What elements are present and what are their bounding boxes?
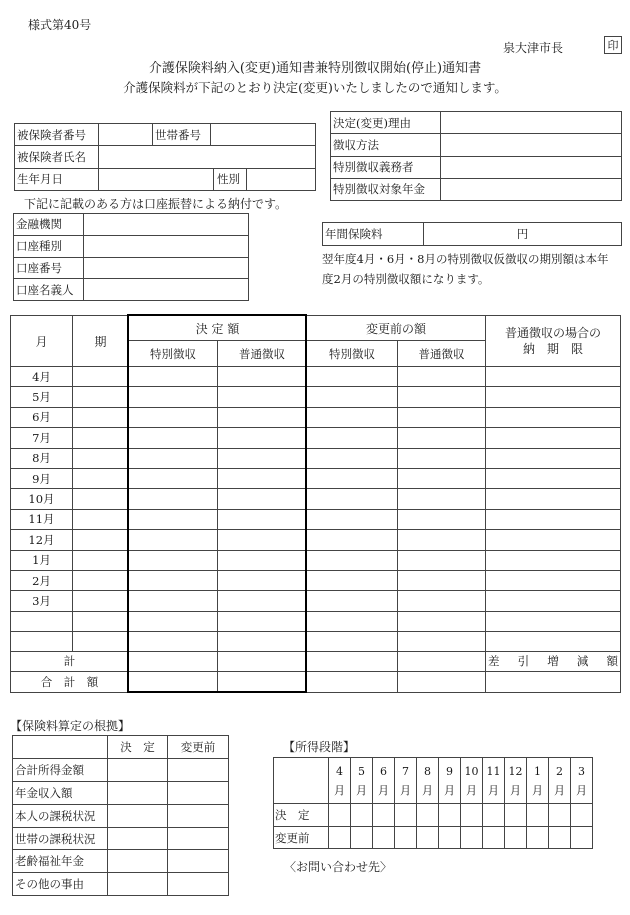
income-before-cell (373, 826, 395, 849)
due-date-cell (486, 631, 621, 651)
calc-decided-cell (108, 873, 168, 896)
before-ordinary-cell (398, 591, 486, 611)
annual-premium-label: 年間保険料 (323, 223, 424, 246)
term-cell (73, 550, 129, 570)
income-month-char: 月 (356, 783, 367, 797)
insured-name-label: 被保険者氏名 (15, 146, 99, 168)
decision-reason-label: 決定(変更)理由 (331, 112, 441, 134)
decided-special-cell (129, 367, 218, 387)
income-month-header (329, 758, 351, 804)
before-ordinary-cell (398, 489, 486, 509)
account-holder-value (84, 279, 249, 301)
household-number-value (211, 124, 316, 146)
before-special-cell (307, 428, 398, 448)
income-month-number: 3 (578, 764, 585, 778)
income-decided-cell (461, 804, 483, 827)
month-label: 4月 (11, 367, 73, 387)
income-month-char: 月 (334, 783, 345, 797)
decided-special-cell (129, 387, 218, 407)
decided-ordinary-header: 普通徴収 (218, 341, 307, 367)
income-before-cell (439, 826, 461, 849)
income-before-cell (527, 826, 549, 849)
before-ordinary-cell (398, 509, 486, 529)
account-number-label: 口座番号 (14, 257, 84, 279)
calc-before-col-header: 変更前 (168, 736, 229, 759)
decided-ordinary-cell (218, 367, 307, 387)
term-cell (73, 428, 129, 448)
annual-premium-table (322, 222, 622, 246)
household-number-label: 世帯番号 (153, 124, 211, 146)
due-date-cell (486, 489, 621, 509)
month-label: 9月 (11, 468, 73, 488)
decided-ordinary-cell (218, 631, 307, 651)
decided-ordinary-cell (218, 570, 307, 590)
contact-info-label: 〈お問い合わせ先〉 (284, 860, 393, 874)
decided-ordinary-cell (218, 489, 307, 509)
income-before-cell (571, 826, 593, 849)
due-date-cell (486, 407, 621, 427)
before-ordinary-cell (398, 387, 486, 407)
calc-before-cell (168, 758, 229, 781)
income-decided-cell (373, 804, 395, 827)
month-label: 7月 (11, 428, 73, 448)
grand-total-before-special-cell (307, 671, 398, 692)
bank-label: 金融機関 (14, 214, 84, 236)
insured-number-value (99, 124, 153, 146)
term-cell (73, 387, 129, 407)
account-holder-label: 口座名義人 (14, 279, 84, 301)
decided-ordinary-cell (218, 530, 307, 550)
calc-before-cell (168, 781, 229, 804)
before-ordinary-cell (398, 448, 486, 468)
grand-total-decided-special-cell (129, 671, 218, 692)
income-month-number: 11 (486, 764, 501, 778)
before-ordinary-cell (398, 530, 486, 550)
decided-ordinary-cell (218, 428, 307, 448)
decision-reason-value (441, 112, 622, 134)
income-month-number: 8 (424, 764, 431, 778)
month-label: 3月 (11, 591, 73, 611)
total-decided-special-cell (129, 651, 218, 671)
income-level-corner-cell (274, 758, 329, 804)
before-ordinary-cell (398, 611, 486, 631)
income-before-cell (395, 826, 417, 849)
calc-decided-cell (108, 758, 168, 781)
before-special-cell (307, 489, 398, 509)
annual-premium-value: 円 (424, 223, 622, 246)
before-special-cell (307, 570, 398, 590)
form-title: 介護保険料納入(変更)通知書兼特別徴収開始(停止)通知書 (148, 61, 482, 76)
decided-special-cell (129, 530, 218, 550)
provisional-note-line1: 翌年度4月・6月・8月の特別徴収仮徴収の期別額は本年 (322, 252, 609, 266)
income-month-number: 2 (556, 764, 563, 778)
account-transfer-note: 下記に記載のある方は口座振替による納付です。 (24, 197, 288, 211)
calc-basis-table (12, 735, 229, 896)
income-before-cell (417, 826, 439, 849)
decided-special-cell (129, 489, 218, 509)
due-date-header-line1: 普通徴収の場合の (505, 326, 602, 340)
decided-ordinary-cell (218, 591, 307, 611)
target-pension-label: 特別徴収対象年金 (331, 178, 441, 200)
decided-special-cell (129, 631, 218, 651)
before-special-cell (307, 387, 398, 407)
before-special-cell (307, 550, 398, 570)
before-special-cell (307, 509, 398, 529)
before-special-cell (307, 448, 398, 468)
term-cell (73, 489, 129, 509)
calc-before-cell (168, 804, 229, 827)
mayor-title: 泉大津市長 (503, 41, 564, 55)
difference-value-cell (486, 671, 621, 692)
calc-row-label: 世帯の課税状況 (13, 827, 108, 850)
income-month-number: 4 (336, 764, 343, 778)
decision-table (330, 111, 622, 201)
month-label: 10月 (11, 489, 73, 509)
decided-special-cell (129, 550, 218, 570)
decided-special-header: 特別徴収 (129, 341, 218, 367)
income-month-header (505, 758, 527, 804)
income-decided-cell (571, 804, 593, 827)
due-date-cell (486, 428, 621, 448)
month-label (11, 631, 73, 651)
collection-method-value (441, 134, 622, 156)
month-label: 11月 (11, 509, 73, 529)
due-date-header-line2: 納 期 限 (523, 342, 584, 356)
calc-row-label: 本人の課税状況 (13, 804, 108, 827)
income-decided-cell (351, 804, 373, 827)
income-decided-cell (329, 804, 351, 827)
term-cell (73, 611, 129, 631)
income-decided-cell (439, 804, 461, 827)
before-change-header: 変更前の額 (307, 316, 486, 341)
income-month-header (549, 758, 571, 804)
income-month-header (373, 758, 395, 804)
income-decided-cell (505, 804, 527, 827)
income-before-cell (549, 826, 571, 849)
income-month-number: 1 (534, 764, 541, 778)
income-before-cell (461, 826, 483, 849)
month-label: 1月 (11, 550, 73, 570)
income-month-char: 月 (378, 783, 389, 797)
due-date-cell (486, 570, 621, 590)
due-date-cell (486, 509, 621, 529)
decided-amount-header: 決 定 額 (129, 316, 307, 341)
income-month-char: 月 (400, 783, 411, 797)
total-decided-ordinary-cell (218, 651, 307, 671)
term-column-header: 期 (73, 316, 129, 367)
calc-basis-title: 【保険料算定の根拠】 (10, 719, 131, 733)
income-month-header (417, 758, 439, 804)
calc-before-cell (168, 827, 229, 850)
before-ordinary-cell (398, 631, 486, 651)
form-subtitle: 介護保険料が下記のとおり決定(変更)いたしましたので通知します。 (123, 80, 507, 95)
calc-row-label: 年金収入額 (13, 781, 108, 804)
grand-total-before-ordinary-cell (398, 671, 486, 692)
due-date-cell (486, 591, 621, 611)
decided-special-cell (129, 570, 218, 590)
income-before-cell (505, 826, 527, 849)
term-cell (73, 509, 129, 529)
term-cell (73, 367, 129, 387)
difference-label: 差 引 増 減 額 (486, 651, 621, 671)
before-ordinary-cell (398, 550, 486, 570)
income-decided-cell (549, 804, 571, 827)
target-pension-value (441, 178, 622, 200)
bank-value (84, 214, 249, 236)
income-month-number: 6 (380, 764, 387, 778)
sex-label: 性別 (214, 168, 247, 190)
income-before-row-label: 変更前 (274, 826, 329, 849)
before-ordinary-cell (398, 428, 486, 448)
total-before-ordinary-cell (398, 651, 486, 671)
decided-special-cell (129, 611, 218, 631)
provisional-note-line2: 度2月の特別徴収額になります。 (322, 272, 490, 286)
payment-schedule-table (10, 315, 621, 693)
decided-ordinary-cell (218, 509, 307, 529)
before-special-cell (307, 530, 398, 550)
before-special-cell (307, 591, 398, 611)
before-special-header: 特別徴収 (307, 341, 398, 367)
special-collection-obligor-label: 特別徴収義務者 (331, 156, 441, 178)
income-before-cell (351, 826, 373, 849)
decided-special-cell (129, 428, 218, 448)
special-collection-obligor-value (441, 156, 622, 178)
term-cell (73, 407, 129, 427)
due-date-cell (486, 448, 621, 468)
term-cell (73, 468, 129, 488)
term-cell (73, 570, 129, 590)
calc-basis-corner-cell (13, 736, 108, 759)
income-month-header (527, 758, 549, 804)
before-special-cell (307, 407, 398, 427)
calc-row-label: 合計所得金額 (13, 758, 108, 781)
income-month-header (461, 758, 483, 804)
income-month-number: 5 (358, 764, 365, 778)
before-special-cell (307, 468, 398, 488)
total-before-special-cell (307, 651, 398, 671)
grand-total-decided-ordinary-cell (218, 671, 307, 692)
insured-table (14, 123, 316, 191)
income-month-char: 月 (444, 783, 455, 797)
income-month-char: 月 (466, 783, 477, 797)
term-cell (73, 530, 129, 550)
total-row-label: 計 (11, 651, 129, 671)
income-month-header (395, 758, 417, 804)
income-month-number: 10 (464, 764, 479, 778)
due-date-cell (486, 550, 621, 570)
month-label: 6月 (11, 407, 73, 427)
account-type-value (84, 235, 249, 257)
month-label: 2月 (11, 570, 73, 590)
before-special-cell (307, 367, 398, 387)
calc-before-cell (168, 850, 229, 873)
income-month-header (571, 758, 593, 804)
due-date-cell (486, 468, 621, 488)
income-decided-cell (483, 804, 505, 827)
calc-decided-cell (108, 850, 168, 873)
decided-ordinary-cell (218, 407, 307, 427)
calc-decided-cell (108, 804, 168, 827)
income-month-number: 7 (402, 764, 409, 778)
sex-value (247, 168, 316, 190)
decided-ordinary-cell (218, 468, 307, 488)
income-month-number: 9 (446, 764, 453, 778)
month-label (11, 611, 73, 631)
before-special-cell (307, 611, 398, 631)
income-decided-cell (417, 804, 439, 827)
term-cell (73, 591, 129, 611)
income-level-table (273, 757, 593, 849)
income-decided-row-label: 決 定 (274, 804, 329, 827)
decided-special-cell (129, 407, 218, 427)
income-before-cell (483, 826, 505, 849)
term-cell (73, 448, 129, 468)
seal-box: 印 (604, 36, 622, 54)
birthdate-value (99, 168, 214, 190)
income-month-char: 月 (422, 783, 433, 797)
before-special-cell (307, 631, 398, 651)
due-date-header (486, 316, 621, 367)
decided-special-cell (129, 468, 218, 488)
calc-row-label: 老齢福祉年金 (13, 850, 108, 873)
term-cell (73, 631, 129, 651)
decided-ordinary-cell (218, 387, 307, 407)
calc-before-cell (168, 873, 229, 896)
decided-ordinary-cell (218, 448, 307, 468)
due-date-cell (486, 530, 621, 550)
income-month-char: 月 (488, 783, 499, 797)
before-ordinary-cell (398, 468, 486, 488)
income-level-title: 【所得段階】 (283, 740, 356, 754)
income-month-char: 月 (576, 783, 587, 797)
collection-method-label: 徴収方法 (331, 134, 441, 156)
decided-special-cell (129, 448, 218, 468)
calc-decided-cell (108, 781, 168, 804)
bank-account-table (13, 213, 249, 301)
before-ordinary-cell (398, 570, 486, 590)
income-month-number: 12 (508, 764, 523, 778)
income-month-char: 月 (532, 783, 543, 797)
income-month-char: 月 (510, 783, 521, 797)
provisional-collection-note (322, 249, 626, 289)
income-month-header (439, 758, 461, 804)
insured-name-value (99, 146, 316, 168)
decided-ordinary-cell (218, 550, 307, 570)
form-number: 様式第40号 (28, 18, 92, 32)
calc-decided-cell (108, 827, 168, 850)
before-ordinary-header: 普通徴収 (398, 341, 486, 367)
insured-number-label: 被保険者番号 (15, 124, 99, 146)
income-month-header (483, 758, 505, 804)
income-decided-cell (395, 804, 417, 827)
account-type-label: 口座種別 (14, 235, 84, 257)
decided-special-cell (129, 591, 218, 611)
income-month-char: 月 (554, 783, 565, 797)
income-month-header (351, 758, 373, 804)
calc-decided-col-header: 決 定 (108, 736, 168, 759)
due-date-cell (486, 387, 621, 407)
decided-ordinary-cell (218, 611, 307, 631)
before-ordinary-cell (398, 367, 486, 387)
due-date-cell (486, 367, 621, 387)
decided-special-cell (129, 509, 218, 529)
before-ordinary-cell (398, 407, 486, 427)
month-label: 5月 (11, 387, 73, 407)
grand-total-row-label: 合 計 額 (11, 671, 129, 692)
calc-row-label: その他の事由 (13, 873, 108, 896)
due-date-cell (486, 611, 621, 631)
month-column-header: 月 (11, 316, 73, 367)
income-before-cell (329, 826, 351, 849)
income-decided-cell (527, 804, 549, 827)
month-label: 12月 (11, 530, 73, 550)
account-number-value (84, 257, 249, 279)
month-label: 8月 (11, 448, 73, 468)
birthdate-label: 生年月日 (15, 168, 99, 190)
